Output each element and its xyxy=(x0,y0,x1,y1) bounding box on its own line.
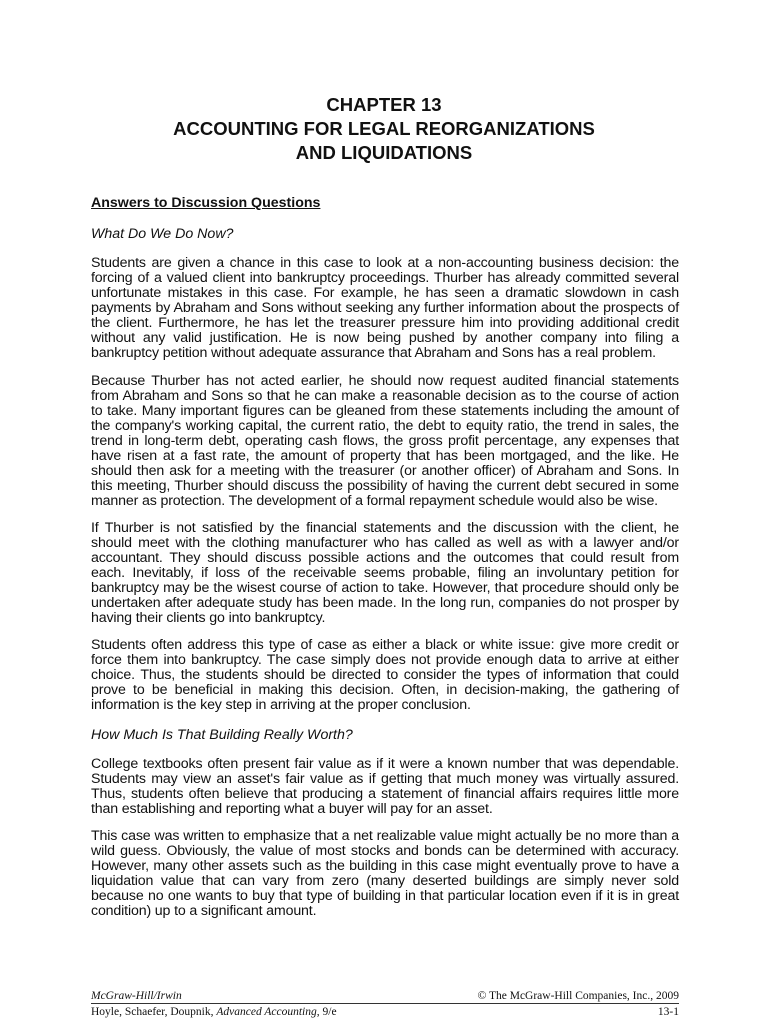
section-heading: Answers to Discussion Questions xyxy=(91,195,321,211)
paragraph: College textbooks often present fair value as if it were a known number that was dependable. Students may view an asset's fair value as if getting that much money was virtually assured. Thus, students often believe that producing a statement of financial affairs requires little more than establishing and reporting what a buyer will pay for an asset. xyxy=(91,756,679,817)
footer-citation xyxy=(91,1006,337,1018)
chapter-title-block xyxy=(0,93,768,165)
paragraph: If Thurber is not satisfied by the financial statements and the discussion with the client, he should meet with the clothing manufacturer who has called as well as with a lawyer and/or accountant. They should discuss possible actions and the outcomes that could result from each. Inevitably, if loss of the receivable seems probable, filing an involuntary petition for bankruptcy may be the wisest course of action to take. However, that procedure should only be undertaken after adequate study has been made. In the long run, companies do not prosper by having their clients go into bankruptcy. xyxy=(91,520,679,626)
paragraph: Because Thurber has not acted earlier, he should now request audited financial statements from Abraham and Sons so that he can make a reasonable decision as to the course of action to take. Many important figures can be gleaned from these statements including the amount of the company's working capital, the current ratio, the debt to equity ratio, the trend in sales, the trend in long-term debt, operating cash flows, the gross profit percentage, any expenses that have risen at a fast rate, the amount of property that has been mortgaged, and the like. He should then ask for a meeting with the treasurer (or another officer) of Abraham and Sons. In this meeting, Thurber should discuss the possibility of having the current debt secured in some manner as protection. The development of a formal repayment schedule would also be wise. xyxy=(91,373,679,509)
footer-edition: , 9/e xyxy=(316,1006,337,1018)
question-heading-1: What Do We Do Now? xyxy=(91,226,234,242)
question-heading-2: How Much Is That Building Really Worth? xyxy=(91,727,353,743)
paragraph: This case was written to emphasize that a net realizable value might actually be no more than a wild guess. Obviously, the value of most stocks and bonds can be determined with accuracy. However, many other assets such as the building in this case might eventually prove to have a liquidation value that can vary from zero (many deserted buildings are simply never sold because no one wants to buy that type of building in that particular location even if it is in great condition) up to a significant amount. xyxy=(91,828,679,919)
chapter-number: CHAPTER 13 xyxy=(326,94,442,115)
paragraph: Students are given a chance in this case to look at a non-accounting business decision: the forcing of a valued client into bankruptcy proceedings. Thurber has already committed several unfortunate mistakes in this case. For example, he has seen a dramatic slowdown in cash payments by Abraham and Sons without seeking any further information about the prospects of the client. Furthermore, he has let the treasurer pressure him into providing additional credit without any valid justification. He is now being pushed by another company into filing a bankruptcy petition without adequate assurance that Abraham and Sons has a real problem. xyxy=(91,255,679,361)
footer-book-title: Advanced Accounting xyxy=(216,1006,317,1018)
footer-top-line xyxy=(91,990,679,1002)
footer-page-number: 13-1 xyxy=(657,1006,679,1018)
chapter-title-line-2: AND LIQUIDATIONS xyxy=(295,142,473,163)
footer-authors: Hoyle, Schaefer, Doupnik, xyxy=(91,1006,217,1018)
paragraph: Students often address this type of case as either a black or white issue: give more credit or force them into bankruptcy. The case simply does not provide enough data to arrive at either choice. Thus, the students should be directed to consider the types of information that could prove to be beneficial in making this decision. Often, in decision-making, the gathering of information is the key step in arriving at the proper conclusion. xyxy=(91,637,679,713)
chapter-title-line-1: ACCOUNTING FOR LEGAL REORGANIZATIONS xyxy=(173,118,595,139)
footer-publisher: McGraw-Hill/Irwin xyxy=(91,990,182,1002)
footer-bottom-line xyxy=(91,1006,679,1018)
footer-copyright: © The McGraw-Hill Companies, Inc., 2009 xyxy=(477,990,679,1002)
footer-divider xyxy=(91,1003,679,1004)
